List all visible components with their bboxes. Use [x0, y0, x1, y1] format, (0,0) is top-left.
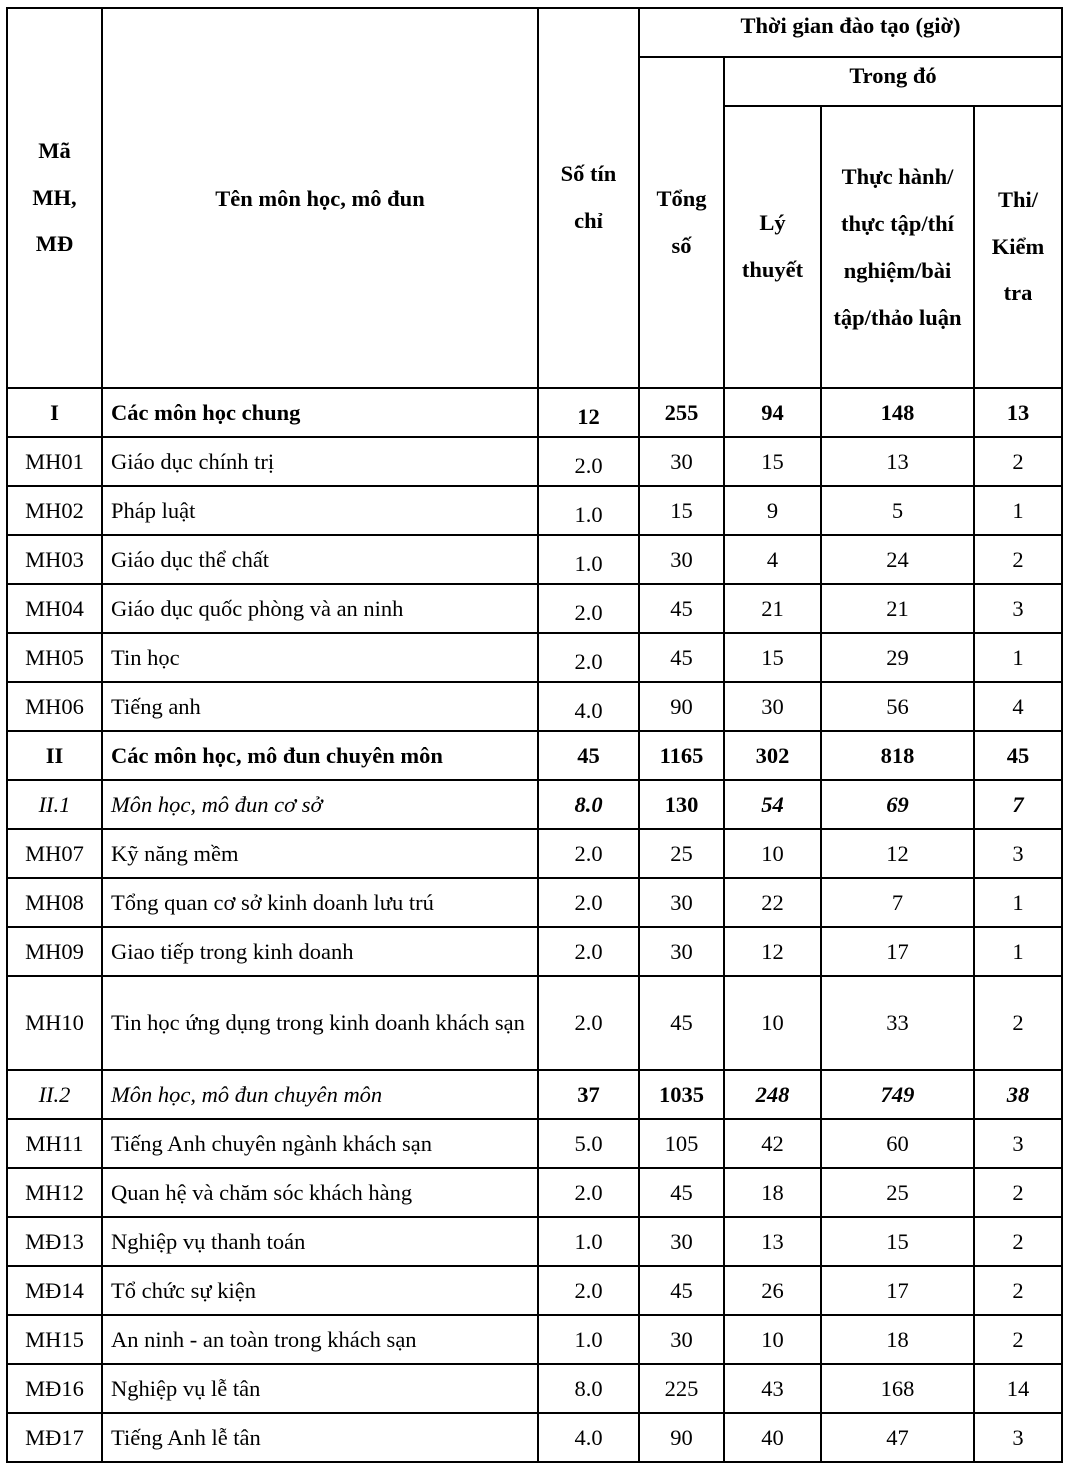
cell-total: 90 — [639, 682, 724, 731]
cell-credits: 2.0 — [538, 633, 639, 682]
cell-exam: 38 — [974, 1070, 1062, 1119]
cell-name: Nghiệp vụ lễ tân — [102, 1364, 538, 1413]
cell-total: 45 — [639, 1168, 724, 1217]
cell-credits: 2.0 — [538, 584, 639, 633]
cell-exam: 2 — [974, 976, 1062, 1070]
header-theory: Lý thuyết — [724, 106, 821, 388]
cell-exam: 1 — [974, 927, 1062, 976]
cell-total: 1035 — [639, 1070, 724, 1119]
cell-exam: 45 — [974, 731, 1062, 780]
cell-code: MĐ16 — [7, 1364, 102, 1413]
cell-practice: 12 — [821, 829, 974, 878]
cell-total: 255 — [639, 388, 724, 437]
cell-credits: 8.0 — [538, 1364, 639, 1413]
cell-credits: 4.0 — [538, 682, 639, 731]
cell-practice: 60 — [821, 1119, 974, 1168]
cell-practice: 15 — [821, 1217, 974, 1266]
cell-credits: 1.0 — [538, 1217, 639, 1266]
cell-name: Pháp luật — [102, 486, 538, 535]
cell-total: 30 — [639, 927, 724, 976]
cell-total: 45 — [639, 1266, 724, 1315]
table-row — [7, 878, 1062, 927]
cell-practice: 47 — [821, 1413, 974, 1462]
cell-code: MH08 — [7, 878, 102, 927]
cell-theory: 10 — [724, 829, 821, 878]
table-row — [7, 976, 1062, 1070]
cell-practice: 24 — [821, 535, 974, 584]
cell-total: 45 — [639, 633, 724, 682]
cell-credits: 4.0 — [538, 1413, 639, 1462]
cell-exam: 2 — [974, 437, 1062, 486]
cell-name: Các môn học, mô đun chuyên môn — [102, 731, 538, 780]
cell-theory: 22 — [724, 878, 821, 927]
cell-code: MH05 — [7, 633, 102, 682]
cell-exam: 4 — [974, 682, 1062, 731]
cell-practice: 17 — [821, 1266, 974, 1315]
cell-practice: 21 — [821, 584, 974, 633]
cell-code: II.2 — [7, 1070, 102, 1119]
cell-code: MH12 — [7, 1168, 102, 1217]
cell-name: Nghiệp vụ thanh toán — [102, 1217, 538, 1266]
cell-exam: 2 — [974, 1168, 1062, 1217]
table-row — [7, 780, 1062, 829]
cell-name: Kỹ năng mềm — [102, 829, 538, 878]
header-exam: Thi/ Kiểm tra — [974, 106, 1062, 388]
cell-name: Giáo dục thể chất — [102, 535, 538, 584]
cell-theory: 13 — [724, 1217, 821, 1266]
cell-code: MĐ17 — [7, 1413, 102, 1462]
cell-code: MH06 — [7, 682, 102, 731]
table-row — [7, 731, 1062, 780]
cell-name: Tiếng Anh chuyên ngành khách sạn — [102, 1119, 538, 1168]
table-row — [7, 437, 1062, 486]
cell-theory: 248 — [724, 1070, 821, 1119]
cell-theory: 40 — [724, 1413, 821, 1462]
cell-credits: 2.0 — [538, 829, 639, 878]
cell-exam: 3 — [974, 829, 1062, 878]
cell-code: MH10 — [7, 976, 102, 1070]
table-row — [7, 535, 1062, 584]
cell-name: Tổng quan cơ sở kinh doanh lưu trú — [102, 878, 538, 927]
cell-code: MH15 — [7, 1315, 102, 1364]
cell-code: II — [7, 731, 102, 780]
table-row — [7, 584, 1062, 633]
table-row — [7, 682, 1062, 731]
cell-theory: 18 — [724, 1168, 821, 1217]
cell-exam: 2 — [974, 1315, 1062, 1364]
cell-name: Tiếng anh — [102, 682, 538, 731]
header-code: Mã MH, MĐ — [7, 8, 102, 388]
cell-code: MĐ14 — [7, 1266, 102, 1315]
cell-practice: 749 — [821, 1070, 974, 1119]
cell-practice: 7 — [821, 878, 974, 927]
cell-code: MH11 — [7, 1119, 102, 1168]
cell-total: 30 — [639, 437, 724, 486]
cell-practice: 148 — [821, 388, 974, 437]
table-row — [7, 633, 1062, 682]
table-row — [7, 1119, 1062, 1168]
cell-total: 30 — [639, 1217, 724, 1266]
header-credits: Số tín chỉ — [538, 8, 639, 388]
header-name: Tên môn học, mô đun — [102, 8, 538, 388]
cell-total: 45 — [639, 584, 724, 633]
cell-code: II.1 — [7, 780, 102, 829]
cell-code: MH07 — [7, 829, 102, 878]
cell-exam: 3 — [974, 1119, 1062, 1168]
cell-practice: 168 — [821, 1364, 974, 1413]
cell-exam: 2 — [974, 535, 1062, 584]
cell-theory: 10 — [724, 1315, 821, 1364]
table-row — [7, 927, 1062, 976]
cell-name: Tin học ứng dụng trong kinh doanh khách sạn — [102, 976, 538, 1070]
cell-total: 105 — [639, 1119, 724, 1168]
cell-name: Giao tiếp trong kinh doanh — [102, 927, 538, 976]
table-row — [7, 1070, 1062, 1119]
cell-theory: 15 — [724, 633, 821, 682]
table-row — [7, 1315, 1062, 1364]
cell-practice: 13 — [821, 437, 974, 486]
cell-practice: 25 — [821, 1168, 974, 1217]
cell-code: I — [7, 388, 102, 437]
table-row — [7, 486, 1062, 535]
cell-practice: 29 — [821, 633, 974, 682]
cell-credits: 2.0 — [538, 878, 639, 927]
cell-code: MH09 — [7, 927, 102, 976]
cell-theory: 15 — [724, 437, 821, 486]
cell-exam: 2 — [974, 1217, 1062, 1266]
cell-total: 45 — [639, 976, 724, 1070]
curriculum-table — [6, 7, 1063, 1463]
cell-theory: 12 — [724, 927, 821, 976]
table-row — [7, 1364, 1062, 1413]
cell-practice: 56 — [821, 682, 974, 731]
cell-practice: 17 — [821, 927, 974, 976]
cell-credits: 8.0 — [538, 780, 639, 829]
table-row — [7, 388, 1062, 437]
cell-theory: 43 — [724, 1364, 821, 1413]
cell-code: MH04 — [7, 584, 102, 633]
cell-theory: 54 — [724, 780, 821, 829]
cell-practice: 33 — [821, 976, 974, 1070]
cell-exam: 1 — [974, 878, 1062, 927]
cell-total: 30 — [639, 1315, 724, 1364]
table-row — [7, 1217, 1062, 1266]
cell-theory: 26 — [724, 1266, 821, 1315]
cell-exam: 3 — [974, 584, 1062, 633]
header-total: Tổng số — [639, 57, 724, 388]
header-practice: Thực hành/ thực tập/thí nghiệm/bài tập/thảo luận — [821, 106, 974, 388]
cell-credits: 12 — [538, 388, 639, 437]
cell-code: MĐ13 — [7, 1217, 102, 1266]
cell-practice: 18 — [821, 1315, 974, 1364]
cell-theory: 9 — [724, 486, 821, 535]
cell-theory: 42 — [724, 1119, 821, 1168]
cell-name: Tin học — [102, 633, 538, 682]
cell-code: MH02 — [7, 486, 102, 535]
cell-practice: 69 — [821, 780, 974, 829]
cell-credits: 2.0 — [538, 927, 639, 976]
cell-credits: 1.0 — [538, 486, 639, 535]
cell-theory: 10 — [724, 976, 821, 1070]
cell-name: Các môn học chung — [102, 388, 538, 437]
table-row — [7, 1168, 1062, 1217]
cell-credits: 5.0 — [538, 1119, 639, 1168]
cell-total: 30 — [639, 535, 724, 584]
cell-exam: 13 — [974, 388, 1062, 437]
cell-theory: 302 — [724, 731, 821, 780]
table-row — [7, 1266, 1062, 1315]
cell-theory: 21 — [724, 584, 821, 633]
header-of-which: Trong đó — [724, 57, 1062, 106]
cell-exam: 1 — [974, 486, 1062, 535]
cell-credits: 2.0 — [538, 1266, 639, 1315]
cell-credits: 1.0 — [538, 535, 639, 584]
cell-total: 25 — [639, 829, 724, 878]
cell-exam: 2 — [974, 1266, 1062, 1315]
cell-exam: 14 — [974, 1364, 1062, 1413]
cell-credits: 2.0 — [538, 976, 639, 1070]
cell-exam: 3 — [974, 1413, 1062, 1462]
cell-total: 1165 — [639, 731, 724, 780]
cell-credits: 2.0 — [538, 437, 639, 486]
cell-code: MH01 — [7, 437, 102, 486]
cell-exam: 1 — [974, 633, 1062, 682]
cell-credits: 2.0 — [538, 1168, 639, 1217]
table-row — [7, 829, 1062, 878]
cell-name: An ninh - an toàn trong khách sạn — [102, 1315, 538, 1364]
cell-credits: 37 — [538, 1070, 639, 1119]
cell-theory: 30 — [724, 682, 821, 731]
cell-name: Giáo dục quốc phòng và an ninh — [102, 584, 538, 633]
cell-name: Tổ chức sự kiện — [102, 1266, 538, 1315]
cell-credits: 45 — [538, 731, 639, 780]
cell-total: 15 — [639, 486, 724, 535]
cell-name: Giáo dục chính trị — [102, 437, 538, 486]
cell-name: Môn học, mô đun cơ sở — [102, 780, 538, 829]
cell-total: 130 — [639, 780, 724, 829]
table-row — [7, 1413, 1062, 1462]
header-training-time: Thời gian đào tạo (giờ) — [639, 8, 1062, 57]
cell-code: MH03 — [7, 535, 102, 584]
cell-practice: 5 — [821, 486, 974, 535]
cell-name: Quan hệ và chăm sóc khách hàng — [102, 1168, 538, 1217]
cell-theory: 4 — [724, 535, 821, 584]
cell-practice: 818 — [821, 731, 974, 780]
cell-exam: 7 — [974, 780, 1062, 829]
cell-name: Môn học, mô đun chuyên môn — [102, 1070, 538, 1119]
cell-theory: 94 — [724, 388, 821, 437]
cell-credits: 1.0 — [538, 1315, 639, 1364]
cell-name: Tiếng Anh lễ tân — [102, 1413, 538, 1462]
cell-total: 225 — [639, 1364, 724, 1413]
cell-total: 90 — [639, 1413, 724, 1462]
cell-total: 30 — [639, 878, 724, 927]
